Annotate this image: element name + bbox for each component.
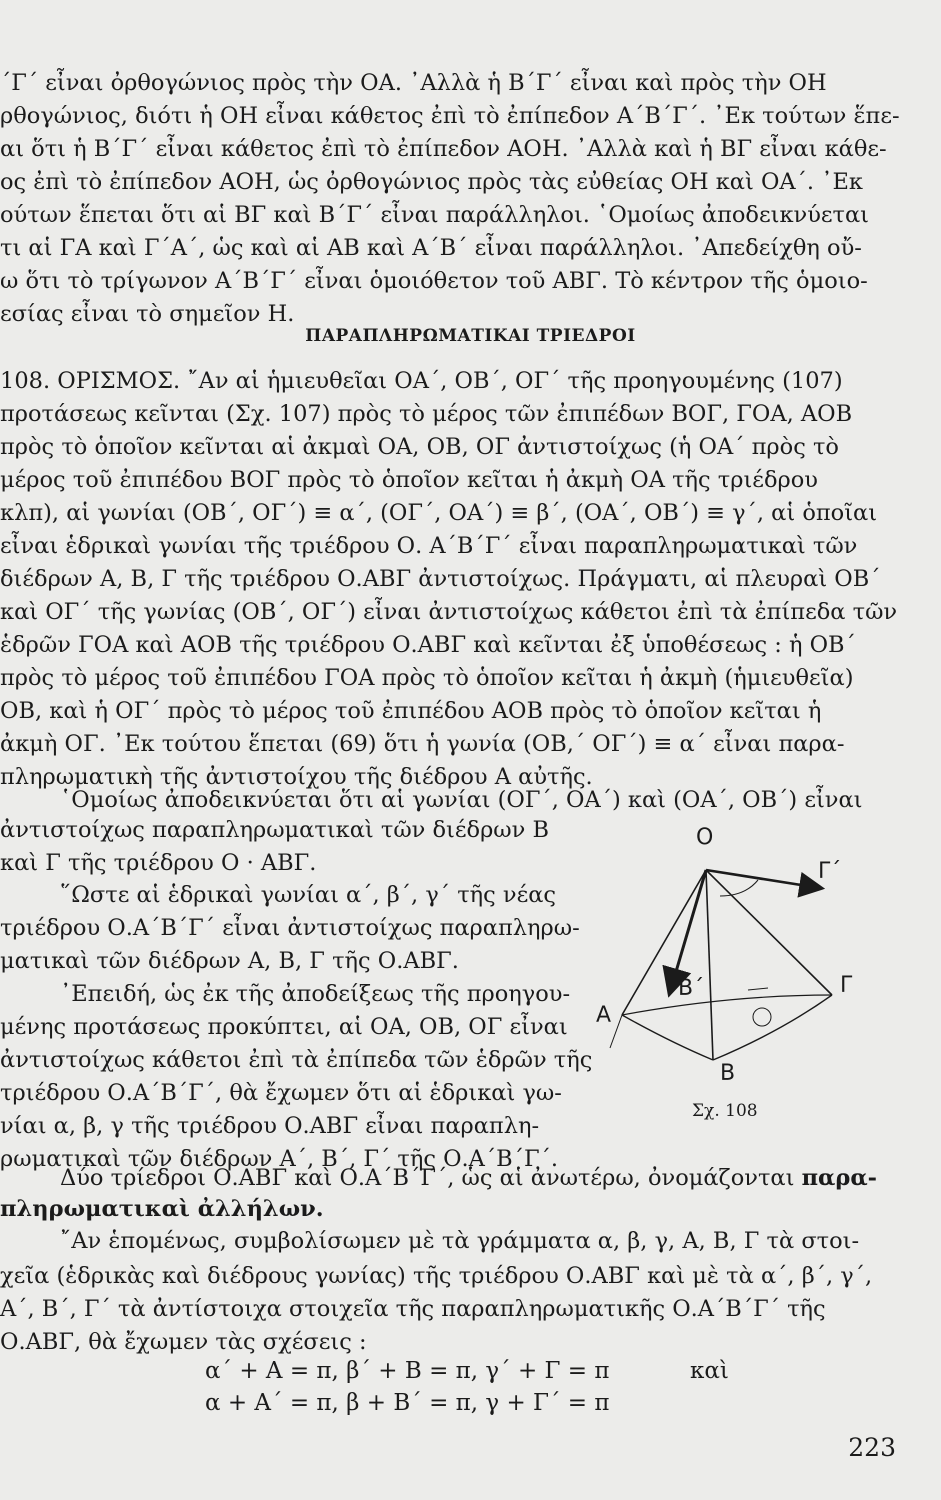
text-line: νίαι α, β, γ τῆς τριέδρου Ο.ΑΒΓ εἶναι παραπλη- [0, 1113, 540, 1139]
text-line: ματικαὶ τῶν διέδρων Α, Β, Γ τῆς Ο.ΑΒΓ. [0, 948, 459, 974]
formula-and: καὶ [690, 1358, 729, 1384]
definition-line [60, 1163, 877, 1193]
text-line: χεῖα (ἑδρικὰς καὶ διέδρους γωνίας) τῆς τριέδρου Ο.ΑΒΓ καὶ μὲ τὰ α΄, β΄, γ΄, [0, 1263, 873, 1289]
text-line: ω ὅτι τὸ τρίγωνον Α΄Β΄Γ΄ εἶναι ὁμοιόθετον τοῦ ΑΒΓ. Τὸ κέντρον τῆς ὁμοιο- [0, 268, 868, 294]
text-line: εἶναι ἑδρικαὶ γωνίαι τῆς τριέδρου Ο. Α΄Β΄Γ΄ εἶναι παραπληρωματικαὶ τῶν [0, 533, 858, 559]
text-line: κλπ), αἱ γωνίαι (ΟΒ΄, ΟΓ΄) ≡ α΄, (ΟΓ΄, ΟΑ΄) ≡ β΄, (ΟΑ΄, ΟΒ΄) ≡ γ΄, αἱ ὁποῖαι [0, 500, 878, 526]
text-line: τριέδρου Ο.Α΄Β΄Γ΄ εἶναι ἀντιστοίχως παραπληρω- [0, 915, 580, 941]
text-line: Ο.ΑΒΓ, θὰ ἔχωμεν τὰς σχέσεις : [0, 1329, 367, 1355]
dihedral-mark [748, 988, 768, 990]
text-line: ἀκμὴ ΟΓ. ᾿Εκ τούτου ἕπεται (69) ὅτι ἡ γωνία (ΟΒ,΄ ΟΓ΄) ≡ α΄ εἶναι παρα- [0, 731, 845, 757]
text-line: ῎Αν ἑπομένως, συμβολίσωμεν μὲ τὰ γράμματα α, β, γ, Α, Β, Γ τὰ στοι- [60, 1228, 860, 1254]
label-G: Γ [840, 973, 853, 998]
curve-AB [622, 1015, 713, 1060]
label-G-prime: Γ΄ [818, 859, 842, 884]
arrow-OB-prime [670, 870, 706, 992]
text-line: ἀντιστοίχως παραπληρωματικαὶ τῶν διέδρων Β [0, 817, 550, 843]
text-line: μένης προτάσεως προκύπτει, αἱ ΟΑ, ΟΒ, ΟΓ εἶναι [0, 1014, 568, 1040]
definition-term-cont: πληρωματικαὶ ἀλλήλων. [0, 1196, 324, 1222]
text-line: Α΄, Β΄, Γ΄ τὰ ἀντίστοιχα στοιχεῖα τῆς παραπληρωματικῆς Ο.Α΄Β΄Γ΄ τῆς [0, 1296, 826, 1322]
text-line: καὶ Γ τῆς τριέδρου Ο · ΑΒΓ. [0, 850, 317, 876]
text-line: ρωματικαὶ τῶν διέδρων Α΄, Β΄, Γ΄ τῆς Ο.Α΄Β΄Γ΄. [0, 1146, 558, 1172]
text-line: πρὸς τὸ μέρος τοῦ ἐπιπέδου ΓΟΑ πρὸς τὸ ὁποῖον κεῖται ἡ ἀκμὴ (ἡμιευθεῖα) [0, 665, 854, 691]
text-line: πρὸς τὸ ὁποῖον κεῖνται αἱ ἀκμαὶ ΟΑ, ΟΒ, ΟΓ ἀντιστοίχως (ἡ ΟΑ΄ πρὸς τὸ [0, 434, 839, 460]
edge-OG [706, 870, 832, 995]
text-line: αι ὅτι ἡ Β΄Γ΄ εἶναι κάθετος ἐπὶ τὸ ἐπίπεδον ΑΟΗ. ᾿Αλλὰ καὶ ἡ ΒΓ εἶναι κάθε- [0, 136, 887, 162]
curve-AG [622, 995, 832, 1015]
text-line: ἀντιστοίχως κάθετοι ἐπὶ τὰ ἐπίπεδα τῶν ἑδρῶν τῆς [0, 1047, 593, 1073]
text-line: τριέδρου Ο.Α΄Β΄Γ΄, θὰ ἔχωμεν ὅτι αἱ ἑδρικαὶ γω- [0, 1080, 562, 1106]
text-line: ἑδρῶν ΓΟΑ καὶ ΑΟΒ τῆς τριέδρου Ο.ΑΒΓ καὶ κεῖνται ἐξ ὑποθέσεως : ἡ ΟΒ΄ [0, 632, 856, 658]
text-line: ΟΒ, καὶ ἡ ΟΓ΄ πρὸς τὸ μέρος τοῦ ἐπιπέδου ΑΟΒ πρὸς τὸ ὁποῖον κεῖται ἡ [0, 698, 822, 724]
text-line: ῾Ομοίως ἀποδεικνύεται ὅτι αἱ γωνίαι (ΟΓ΄, ΟΑ΄) καὶ (ΟΑ΄, ΟΒ΄) εἶναι [60, 787, 863, 813]
text-line: ος ἐπὶ τὸ ἐπίπεδον ΑΟΗ, ὡς ὀρθογώνιος πρὸς τὰς εὐθείας ΟΗ καὶ ΟΑ΄. ᾿Εκ [0, 169, 863, 195]
label-O: Ο [696, 825, 714, 850]
figure-108 [570, 810, 900, 1130]
figure-caption: Σχ. 108 [692, 1101, 758, 1121]
text-line: ΄Γ΄ εἶναι ὀρθογώνιος πρὸς τὴν ΟΑ. ᾿Αλλὰ ἡ Β΄Γ΄ εἶναι καὶ πρὸς τὴν ΟΗ [0, 70, 827, 96]
text-line: διέδρων Α, Β, Γ τῆς τριέδρου Ο.ΑΒΓ ἀντιστοίχως. Πράγματι, αἱ πλευραὶ ΟΒ΄ [0, 566, 881, 592]
formula-1: α΄ + Α = π, β΄ + Β = π, γ΄ + Γ = π [205, 1358, 610, 1384]
angle-arc [720, 880, 758, 896]
text-line: πληρωματικὴ τῆς ἀντιστοίχου τῆς διέδρου Α αὐτῆς. [0, 764, 593, 790]
label-B: Β [720, 1061, 736, 1086]
extension-A [610, 1015, 622, 1048]
text-line: μέρος τοῦ ἐπιπέδου ΒΟΓ πρὸς τὸ ὁποῖον κεῖται ἡ ἀκμὴ ΟΑ τῆς τριέδρου [0, 467, 818, 493]
definition-text: Δύο τρίεδροι Ο.ΑΒΓ καὶ Ο.Α΄Β΄Γ΄, ὡς αἱ ἀνωτέρω, ὀνομάζονται [60, 1165, 802, 1191]
label-B-prime: Β΄ [678, 976, 705, 1001]
definition-term: παρα- [801, 1165, 877, 1191]
section-heading: ΠΑΡΑΠΛΗΡΩΜΑΤΙΚΑΙ ΤΡΙΕΔΡΟΙ [305, 326, 636, 346]
definition-line-2 [0, 1194, 324, 1224]
text-line: ούτων ἕπεται ὅτι αἱ ΒΓ καὶ Β΄Γ΄ εἶναι παράλληλοι. ῾Ομοίως ἀποδεικνύεται [0, 202, 869, 228]
arrow-OG-prime [706, 870, 820, 888]
text-line: 108. ΟΡΙΣΜΟΣ. ῎Αν αἱ ἡμιευθεῖαι ΟΑ΄, ΟΒ΄, ΟΓ΄ τῆς προηγουμένης (107) [0, 368, 843, 394]
edge-OB [706, 870, 713, 1060]
text-line: ᾿Επειδή, ὡς ἐκ τῆς ἀποδείξεως τῆς προηγου- [60, 981, 571, 1007]
text-line: ῞Ωστε αἱ ἑδρικαὶ γωνίαι α΄, β΄, γ΄ τῆς νέας [60, 882, 557, 908]
text-line: εσίας εἶναι τὸ σημεῖον Η. [0, 301, 295, 327]
page-number: 223 [848, 1433, 896, 1462]
label-A: Α [596, 1003, 612, 1028]
text-line: ρθογώνιος, διότι ἡ ΟΗ εἶναι κάθετος ἐπὶ τὸ ἐπίπεδον Α΄Β΄Γ΄. ᾿Εκ τούτων ἕπε- [0, 103, 900, 129]
text-line: καὶ ΟΓ΄ τῆς γωνίας (ΟΒ΄, ΟΓ΄) εἶναι ἀντιστοίχως κάθετοι ἐπὶ τὰ ἐπίπεδα τῶν [0, 599, 898, 625]
formula-2: α + Α΄ = π, β + Β΄ = π, γ + Γ΄ = π [205, 1390, 610, 1416]
angle-mark [753, 1008, 771, 1026]
text-line: τι αἱ ΓΑ καὶ Γ΄Α΄, ὡς καὶ αἱ ΑΒ καὶ Α΄Β΄ εἶναι παράλληλοι. ᾿Απεδείχθη οὔ- [0, 235, 862, 261]
curve-BG [713, 995, 832, 1060]
text-line: προτάσεως κεῖνται (Σχ. 107) πρὸς τὸ μέρος τῶν ἐπιπέδων ΒΟΓ, ΓΟΑ, ΑΟΒ [0, 401, 853, 427]
